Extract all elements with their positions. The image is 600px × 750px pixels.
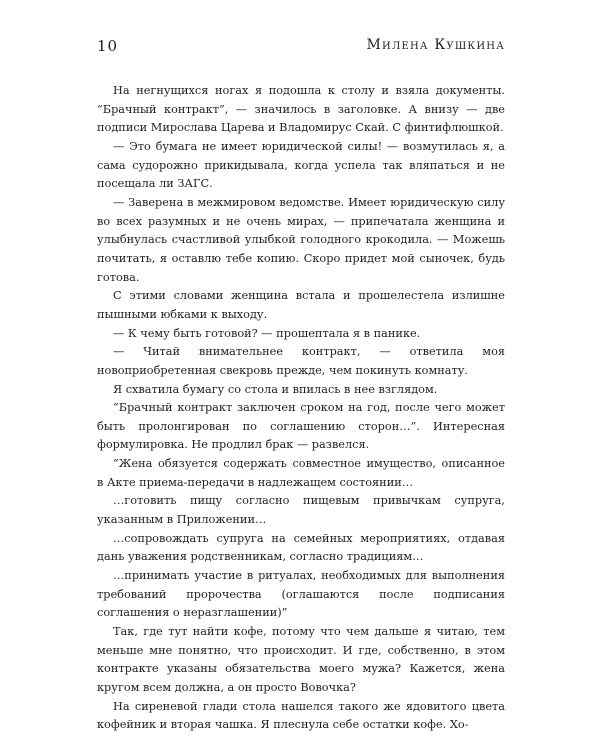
body-text — [97, 82, 505, 735]
paragraph: На сиреневой глади стола нашелся такого же ядовитого цвета кофейник и вторая чашка. Я плеснула себе остатки кофе. Хо- — [97, 699, 505, 732]
page-header — [97, 37, 505, 59]
paragraph: На негнущихся ногах я подошла к столу и взяла документы. “Брачный контракт”, — значилось в заголовке. А внизу — две подписи Мирослава Царева и Владомирус Скай. С финтифлюшкой. — [97, 84, 505, 135]
paragraph: — Заверена в межмировом ведомстве. Имеет юридическую силу во всех разумных и не очень мирах, — припечатала женщина и улыбнулась счастливой улыбкой голодного крокодила. — Можешь почитать, я оставлю тебе копию. Скоро придет мой сыночек, будь готова. — [97, 195, 505, 284]
paragraph: …сопровождать супруга на семейных мероприятиях, отдавая дань уважения родственникам, согласно традициям… — [97, 531, 505, 564]
paragraph: — К чему быть готовой? — прошептала я в панике. — [113, 326, 421, 340]
paragraph: — Читай внимательнее контракт, — ответила моя новоприобретенная свекровь прежде, чем покинуть комнату. — [97, 345, 505, 377]
paragraph: …готовить пищу согласно пищевым привычкам супруга, указанным в Приложении… — [97, 494, 505, 527]
paragraph: “Жена обязуется содержать совместное имущество, описанное в Акте приема-передачи в надлежащем состоянии… — [97, 457, 505, 489]
running-title: Милена Кушкина — [366, 37, 505, 53]
paragraph: — Это бумага не имеет юридической силы! — возмутилась я, а сама судорожно прикидывала, когда успела так вляпаться и не посещала ли ЗАГС. — [97, 139, 505, 191]
paragraph: Так, где тут найти кофе, потому что чем дальше я читаю, тем меньше мне понятно, что происходит. И где, собственно, в этом контракте указаны обязательства моего мужа? Кажется, жена кругом всем должна, а он просто Вовочка? — [97, 625, 505, 694]
paragraph: “Брачный контракт заключен сроком на год, после чего может быть пролонгирован по соглашению сторон…”. Интересная формулировка. Не продлил брак — развелся. — [97, 401, 505, 452]
paragraph: С этими словами женщина встала и прошелестела излишне пышными юбками к выходу. — [97, 289, 505, 321]
paragraph: Я схватила бумагу со стола и впилась в нее взглядом. — [113, 382, 438, 396]
page-number: 10 — [97, 37, 119, 55]
paragraph: …принимать участие в ритуалах, необходимых для выполнения требований пророчества (оглашаются после подписания соглашения о неразглашении)” — [97, 569, 505, 620]
